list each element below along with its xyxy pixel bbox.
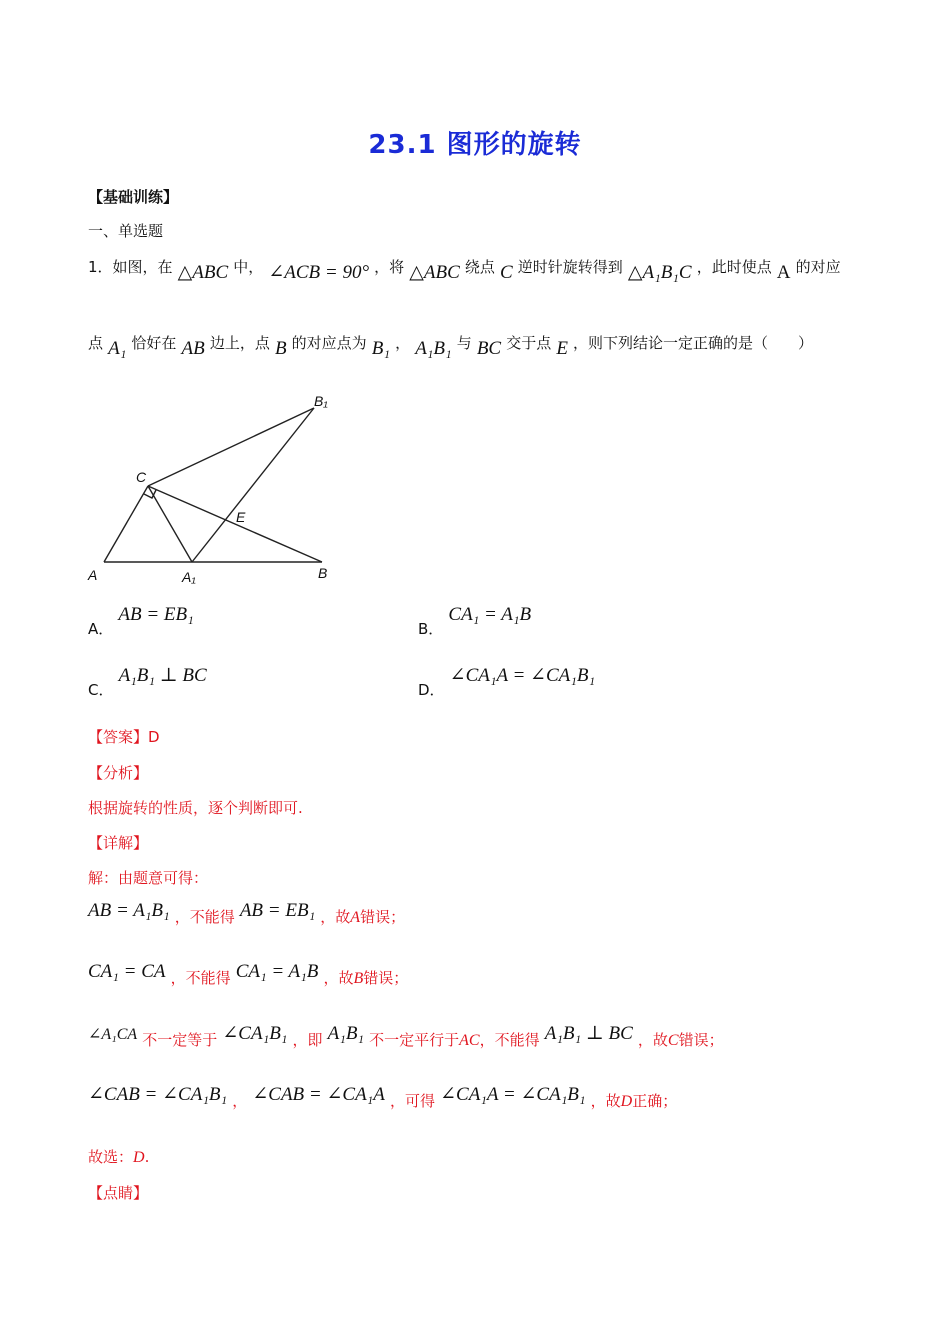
text: ，不能得 — [479, 1031, 540, 1049]
text: 中， — [233, 258, 264, 276]
label-e: E — [236, 509, 246, 525]
label-c: C — [136, 469, 147, 485]
conclusion-line — [88, 1146, 149, 1167]
text: ，故 — [590, 1092, 621, 1110]
text: 错误； — [678, 1031, 724, 1049]
text: ，故 — [323, 969, 354, 987]
text: ， — [395, 334, 411, 352]
option-letter: C． — [88, 681, 114, 699]
triangle-a1b1c: △A₁B₁C — [627, 262, 692, 283]
subsection-heading: 一、单选题 — [88, 222, 164, 240]
text: 错误； — [360, 908, 406, 926]
label-b1: B₁ — [314, 393, 328, 409]
text: 不一定平行于 — [369, 1031, 460, 1049]
page-title: 23.1 图形的旋转 — [368, 130, 582, 160]
conclusion-value: D — [133, 1149, 145, 1166]
text: 交于点 — [506, 334, 552, 352]
segment-bc: BC — [476, 338, 502, 359]
text: ，则下列结论一定正确的是（ ） — [573, 334, 814, 352]
math-expr: AB = A₁B₁ — [88, 900, 170, 921]
question-line-2 — [88, 332, 813, 360]
text: 边上，点 — [209, 334, 270, 352]
option-letter: A． — [88, 620, 114, 638]
point-a1: A₁ — [108, 338, 127, 359]
text: ，不能得 — [174, 908, 235, 926]
text: 的对应 — [795, 258, 841, 276]
detail-line-2 — [88, 961, 408, 988]
point-a: A — [776, 262, 791, 283]
angle-acb: ∠ACB = 90° — [268, 262, 370, 283]
triangle-abc: △ABC — [177, 262, 229, 283]
point-b: B — [274, 338, 287, 359]
point-b1: B₁ — [371, 338, 390, 359]
option-letter: B． — [418, 620, 444, 638]
option-expr: AB = EB₁ — [118, 604, 194, 625]
option-letter: D． — [418, 681, 445, 699]
comment-label: 【点睛】 — [88, 1184, 149, 1202]
text: 绕点 — [464, 258, 495, 276]
segment-ac: AC — [459, 1032, 480, 1049]
math-expr: ∠CA₁B₁ — [222, 1023, 288, 1044]
text: 错误； — [363, 969, 409, 987]
analysis-text: 根据旋转的性质，逐个判断即可. — [88, 799, 303, 817]
math-expr: CA₁ = CA — [88, 961, 166, 982]
math-expr: AB = EB₁ — [239, 900, 316, 921]
label-a1: A₁ — [182, 569, 196, 585]
option-expr: A₁B₁ ⊥ BC — [118, 665, 207, 686]
option-var: D — [620, 1093, 633, 1110]
text: 与 — [456, 334, 472, 352]
detail-line-3 — [88, 1022, 724, 1050]
text: 逆时针旋转得到 — [517, 258, 623, 276]
math-expr: A₁B₁ — [327, 1023, 365, 1044]
segment-a1b1: A₁B₁ — [415, 338, 452, 359]
question-line-1 — [88, 256, 841, 284]
text: ，即 — [292, 1031, 323, 1049]
analysis-label: 【分析】 — [88, 764, 149, 782]
detail-label: 【详解】 — [88, 834, 149, 852]
text: ，故 — [637, 1031, 668, 1049]
label-b: B — [318, 565, 328, 581]
triangle-abc: △ABC — [409, 262, 460, 283]
conclusion-period: . — [144, 1148, 150, 1166]
option-b — [418, 604, 531, 639]
point-e: E — [556, 338, 568, 359]
text: ， — [232, 1092, 248, 1110]
text: 的对应点为 — [291, 334, 367, 352]
math-expr: ∠CAB = ∠CA₁B₁ — [88, 1084, 228, 1105]
option-expr: ∠CA₁A = ∠CA₁B₁ — [449, 665, 596, 686]
text: 正确； — [632, 1092, 678, 1110]
detail-line-4 — [88, 1083, 677, 1111]
math-expr: ∠CA₁A = ∠CA₁B₁ — [440, 1084, 586, 1105]
segment-a1b1-line — [192, 408, 314, 562]
segment-cb-line — [148, 486, 322, 562]
text: ，故 — [320, 908, 351, 926]
math-expr: CA₁ = A₁B — [235, 961, 319, 982]
segment-cb1-line — [148, 408, 314, 486]
answer-label: 【答案】 — [88, 728, 149, 746]
option-c — [88, 664, 207, 700]
option-var: C — [667, 1032, 679, 1049]
geometry-figure — [80, 388, 350, 592]
text: 点 — [88, 334, 104, 352]
text: ，此时使点 — [696, 258, 772, 276]
math-expr: A₁B₁ ⊥ BC — [544, 1023, 633, 1044]
answer-value: D — [148, 728, 160, 746]
segment-ca1-line — [148, 486, 192, 562]
point-c: C — [499, 262, 513, 283]
text: 不一定等于 — [142, 1031, 218, 1049]
segment-ab: AB — [181, 338, 205, 359]
option-var: A — [350, 909, 361, 926]
detail-intro: 解：由题意可得： — [88, 869, 209, 887]
segment-ac-line — [104, 486, 148, 562]
math-expr: ∠A₁CA — [88, 1026, 138, 1043]
text: ，将 — [374, 258, 405, 276]
conclusion-text: 故选： — [88, 1148, 134, 1166]
math-expr: ∠CAB = ∠CA₁A — [252, 1084, 385, 1105]
label-a: A — [88, 567, 98, 583]
option-d — [418, 664, 595, 700]
text: ，可得 — [390, 1092, 436, 1110]
option-expr: CA₁ = A₁B — [448, 604, 532, 625]
option-var: B — [353, 970, 364, 987]
section-heading: 【基础训练】 — [88, 188, 179, 206]
option-a — [88, 604, 194, 639]
text: 恰好在 — [131, 334, 177, 352]
detail-line-1 — [88, 900, 405, 927]
answer-line — [88, 726, 160, 747]
text: ，不能得 — [170, 969, 231, 987]
question-number: 1．如图，在 — [88, 258, 173, 276]
